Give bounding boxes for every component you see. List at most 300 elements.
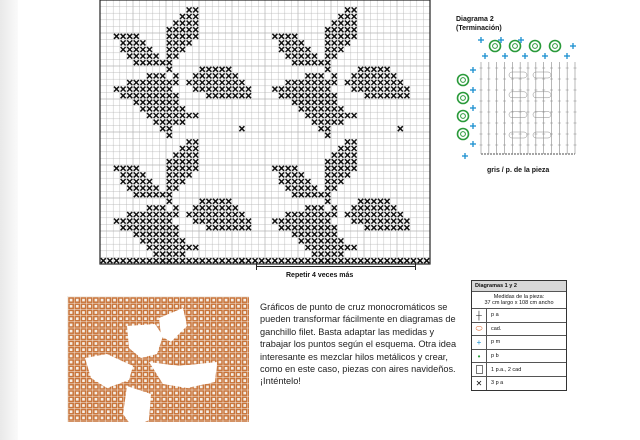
diagram2-termination: [455, 36, 585, 166]
motif-cross: [385, 205, 390, 210]
motif-cross: [378, 73, 383, 78]
motif-cross: [180, 166, 185, 171]
plus-icon: [570, 43, 576, 49]
legend-label: cad.: [491, 325, 502, 332]
legend-row: [472, 336, 566, 350]
motif-cross: [193, 139, 198, 144]
motif-cross: [167, 159, 172, 164]
motif-cross: [220, 205, 225, 210]
motif-cross: [167, 106, 172, 111]
motif-cross: [127, 80, 132, 85]
motif-cross: [213, 80, 218, 85]
motif-cross: [299, 87, 304, 92]
motif-cross: [200, 212, 205, 217]
border-cross: [114, 258, 119, 263]
motif-cross: [371, 73, 376, 78]
motif-cross: [319, 126, 324, 131]
motif-cross: [173, 21, 178, 26]
motif-cross: [292, 100, 297, 105]
motif-cross: [134, 60, 139, 65]
plus-icon: +: [472, 336, 487, 349]
motif-cross: [180, 34, 185, 39]
motif-cross: [378, 80, 383, 85]
motif-cross: [167, 27, 172, 32]
motif-cross: [338, 106, 343, 111]
motif-cross: [226, 205, 231, 210]
picot-icon: [490, 41, 501, 52]
motif-cross: [312, 60, 317, 65]
motif-cross: [325, 238, 330, 243]
motif-cross: [292, 47, 297, 52]
motif-cross: [147, 54, 152, 59]
motif-cross: [206, 73, 211, 78]
motif-cross: [127, 179, 132, 184]
motif-cross: [173, 80, 178, 85]
picot-icon: [550, 41, 561, 52]
motif-cross: [345, 212, 350, 217]
motif-cross: [167, 199, 172, 204]
motif-cross: [187, 27, 192, 32]
motif-cross: [279, 47, 284, 52]
motif-cross: [127, 34, 132, 39]
motif-cross: [325, 87, 330, 92]
motif-cross: [220, 93, 225, 98]
motif-cross: [385, 225, 390, 230]
motif-cross: [147, 186, 152, 191]
motif-cross: [332, 153, 337, 158]
motif-cross: [325, 232, 330, 237]
motif-cross: [338, 40, 343, 45]
motif-cross: [345, 40, 350, 45]
motif-cross: [332, 225, 337, 230]
motif-cross: [365, 80, 370, 85]
repeat-tick-right: [415, 262, 416, 270]
motif-cross: [345, 113, 350, 118]
motif-cross: [180, 27, 185, 32]
motif-cross: [226, 225, 231, 230]
motif-cross: [305, 225, 310, 230]
motif-cross: [398, 87, 403, 92]
motif-cross: [154, 186, 159, 191]
motif-cross: [371, 93, 376, 98]
motif-cross: [338, 146, 343, 151]
motif-cross: [286, 87, 291, 92]
motif-cross: [180, 245, 185, 250]
motif-cross: [365, 73, 370, 78]
motif-cross: [167, 34, 172, 39]
motif-cross: [305, 87, 310, 92]
motif-cross: [332, 252, 337, 257]
motif-cross: [385, 87, 390, 92]
motif-cross: [121, 40, 126, 45]
motif-cross: [305, 113, 310, 118]
motif-cross: [147, 192, 152, 197]
motif-cross: [173, 40, 178, 45]
motif-cross: [286, 80, 291, 85]
motif-cross: [338, 120, 343, 125]
motif-cross: [200, 205, 205, 210]
motif-cross: [332, 21, 337, 26]
motif-cross: [226, 73, 231, 78]
border-cross: [213, 258, 218, 263]
motif-cross: [127, 219, 132, 224]
motif-cross: [167, 67, 172, 72]
border-cross: [418, 258, 423, 263]
motif-cross: [173, 225, 178, 230]
motif-cross: [173, 252, 178, 257]
motif-cross: [312, 219, 317, 224]
motif-cross: [352, 14, 357, 19]
motif-cross: [140, 172, 145, 177]
motif-cross: [345, 245, 350, 250]
motif-cross: [305, 179, 310, 184]
motif-cross: [134, 179, 139, 184]
motif-cross: [193, 219, 198, 224]
border-cross: [101, 258, 106, 263]
motif-cross: [358, 199, 363, 204]
motif-cross: [338, 166, 343, 171]
motif-cross: [226, 93, 231, 98]
motif-cross: [180, 238, 185, 243]
motif-cross: [121, 47, 126, 52]
motif-cross: [173, 245, 178, 250]
motif-cross: [332, 205, 337, 210]
motif-cross: [325, 133, 330, 138]
motif-cross: [206, 225, 211, 230]
stitch-legend: [471, 280, 567, 391]
motif-cross: [358, 219, 363, 224]
motif-cross: [352, 87, 357, 92]
motif-cross: [140, 93, 145, 98]
motif-cross: [365, 199, 370, 204]
motif-cross: [213, 205, 218, 210]
motif-cross: [134, 219, 139, 224]
motif-cross: [226, 67, 231, 72]
border-cross: [154, 258, 159, 263]
motif-cross: [325, 245, 330, 250]
motif-cross: [154, 87, 159, 92]
motif-cross: [160, 212, 165, 217]
motif-cross: [140, 186, 145, 191]
motif-cross: [286, 179, 291, 184]
motif-cross: [299, 60, 304, 65]
motif-cross: [319, 120, 324, 125]
motif-cross: [325, 219, 330, 224]
motif-cross: [312, 87, 317, 92]
motif-cross: [332, 172, 337, 177]
motif-cross: [305, 106, 310, 111]
motif-cross: [338, 27, 343, 32]
motif-cross: [378, 205, 383, 210]
motif-cross: [292, 232, 297, 237]
motif-cross: [338, 179, 343, 184]
motif-cross: [365, 93, 370, 98]
legend-row: [472, 323, 566, 337]
motif-cross: [173, 212, 178, 217]
motif-cross: [134, 80, 139, 85]
motif-cross: [325, 186, 330, 191]
motif-cross: [299, 192, 304, 197]
motif-cross: [206, 93, 211, 98]
motif-cross: [140, 238, 145, 243]
motif-cross: [312, 192, 317, 197]
motif-cross: [173, 179, 178, 184]
legend-measure-value: 37 cm largo x 108 cm ancho: [484, 300, 554, 306]
motif-cross: [206, 212, 211, 217]
motif-cross: [325, 54, 330, 59]
motif-cross: [187, 139, 192, 144]
motif-cross: [193, 7, 198, 12]
motif-cross: [365, 67, 370, 72]
motif-cross: [154, 232, 159, 237]
motif-cross: [398, 225, 403, 230]
motif-cross: [398, 219, 403, 224]
picot-icon: [510, 41, 521, 52]
border-cross: [206, 258, 211, 263]
motif-cross: [391, 219, 396, 224]
motif-cross: [398, 93, 403, 98]
motif-cross: [154, 192, 159, 197]
motif-cross: [193, 166, 198, 171]
dc-icon: ┼: [472, 309, 487, 322]
motif-cross: [279, 179, 284, 184]
motif-cross: [325, 60, 330, 65]
motif-cross: [286, 172, 291, 177]
motif-cross: [378, 93, 383, 98]
motif-cross: [154, 205, 159, 210]
motif-cross: [220, 67, 225, 72]
motif-cross: [319, 252, 324, 257]
motif-cross: [385, 67, 390, 72]
motif-cross: [200, 67, 205, 72]
motif-cross: [147, 87, 152, 92]
motif-cross: [121, 87, 126, 92]
motif-cross: [319, 238, 324, 243]
motif-cross: [180, 106, 185, 111]
motif-cross: [213, 199, 218, 204]
motif-cross: [319, 113, 324, 118]
motif-cross: [325, 113, 330, 118]
motif-cross: [312, 238, 317, 243]
motif-cross: [305, 80, 310, 85]
motif-cross: [365, 205, 370, 210]
motif-cross: [206, 219, 211, 224]
motif-cross: [134, 87, 139, 92]
motif-cross: [286, 166, 291, 171]
motif-cross: [299, 47, 304, 52]
motif-cross: [167, 166, 172, 171]
motif-cross: [338, 153, 343, 158]
picot-icon: [458, 75, 469, 86]
motif-cross: [187, 40, 192, 45]
motif-cross: [312, 100, 317, 105]
motif-cross: [345, 21, 350, 26]
motif-cross: [167, 113, 172, 118]
motif-cross: [147, 80, 152, 85]
motif-cross: [305, 100, 310, 105]
motif-cross: [286, 212, 291, 217]
repeat-line: [256, 266, 416, 267]
motif-cross: [305, 47, 310, 52]
motif-cross: [187, 166, 192, 171]
motif-cross: [332, 113, 337, 118]
motif-cross: [272, 219, 277, 224]
motif-cross: [272, 166, 277, 171]
motif-cross: [173, 113, 178, 118]
motif-cross: [127, 166, 132, 171]
motif-cross: [193, 73, 198, 78]
border-cross: [233, 258, 238, 263]
motif-cross: [200, 73, 205, 78]
legend-label: 1 p.a., 2 cad: [491, 366, 522, 373]
motif-cross: [338, 159, 343, 164]
motif-cross: [358, 212, 363, 217]
motif-cross: [140, 212, 145, 217]
motif-cross: [378, 87, 383, 92]
motif-cross: [160, 219, 165, 224]
motif-cross: [193, 87, 198, 92]
border-cross: [140, 258, 145, 263]
legend-label: 3 p a: [491, 380, 504, 387]
motif-cross: [193, 14, 198, 19]
motif-cross: [404, 225, 409, 230]
legend-rows: [472, 309, 566, 390]
motif-cross: [239, 87, 244, 92]
motif-cross: [292, 60, 297, 65]
motif-cross: [173, 100, 178, 105]
motif-cross: [292, 34, 297, 39]
motif-cross: [154, 93, 159, 98]
motif-cross: [391, 212, 396, 217]
motif-cross: [173, 172, 178, 177]
motif-cross: [121, 166, 126, 171]
motif-cross: [200, 199, 205, 204]
motif-cross: [286, 225, 291, 230]
motif-cross: [121, 219, 126, 224]
motif-cross: [160, 192, 165, 197]
motif-cross: [338, 21, 343, 26]
motif-cross: [305, 186, 310, 191]
motif-cross: [365, 87, 370, 92]
motif-cross: [404, 93, 409, 98]
motif-cross: [147, 47, 152, 52]
motif-cross: [319, 205, 324, 210]
motif-cross: [358, 73, 363, 78]
motif-cross: [292, 186, 297, 191]
motif-cross: [332, 80, 337, 85]
motif-cross: [134, 40, 139, 45]
motif-cross: [292, 87, 297, 92]
motif-cross: [345, 80, 350, 85]
motif-cross: [147, 245, 152, 250]
motif-cross: [325, 106, 330, 111]
motif-cross: [325, 120, 330, 125]
motif-cross: [292, 93, 297, 98]
plus-icon: [470, 105, 476, 111]
motif-cross: [239, 212, 244, 217]
motif-cross: [371, 67, 376, 72]
motif-cross: [154, 73, 159, 78]
motif-cross: [352, 146, 357, 151]
motif-cross: [226, 219, 231, 224]
motif-cross: [325, 179, 330, 184]
motif-cross: [312, 225, 317, 230]
picot-icon: [458, 93, 469, 104]
motif-cross: [233, 93, 238, 98]
border-cross: [246, 258, 251, 263]
motif-cross: [319, 219, 324, 224]
motif-cross: [299, 219, 304, 224]
motif-cross: [338, 252, 343, 257]
motif-cross: [286, 34, 291, 39]
motif-cross: [332, 100, 337, 105]
motif-cross: [206, 87, 211, 92]
plus-icon: [522, 53, 528, 59]
motif-cross: [134, 93, 139, 98]
motif-cross: [286, 93, 291, 98]
motif-cross: [319, 87, 324, 92]
motif-cross: [352, 73, 357, 78]
motif-cross: [154, 54, 159, 59]
motif-cross: [114, 87, 119, 92]
motif-cross: [325, 199, 330, 204]
motif-cross: [167, 133, 172, 138]
motif-cross: [325, 34, 330, 39]
motif-cross: [206, 80, 211, 85]
motif-cross: [154, 245, 159, 250]
motif-cross: [371, 87, 376, 92]
motif-cross: [332, 232, 337, 237]
motif-cross: [305, 205, 310, 210]
motif-cross: [312, 212, 317, 217]
chart-grid: [100, 0, 430, 264]
motif-cross: [352, 153, 357, 158]
motif-cross: [226, 87, 231, 92]
motif-cross: [345, 166, 350, 171]
motif-cross: [167, 54, 172, 59]
motif-cross: [180, 21, 185, 26]
motif-cross: [121, 179, 126, 184]
repeat-label: Repetir 4 veces más: [286, 272, 354, 279]
motif-cross: [167, 192, 172, 197]
motif-cross: [140, 225, 145, 230]
motif-cross: [312, 106, 317, 111]
motif-cross: [332, 120, 337, 125]
motif-cross: [378, 219, 383, 224]
picot-icon: [530, 41, 541, 52]
motif-cross: [167, 245, 172, 250]
motif-cross: [160, 106, 165, 111]
motif-cross: [173, 166, 178, 171]
motif-cross: [154, 120, 159, 125]
plus-icon: [470, 123, 476, 129]
motif-cross: [299, 100, 304, 105]
motif-cross: [193, 153, 198, 158]
motif-cross: [180, 146, 185, 151]
motif-cross: [391, 80, 396, 85]
motif-cross: [325, 252, 330, 257]
motif-cross: [312, 54, 317, 59]
border-cross: [220, 258, 225, 263]
motif-cross: [404, 87, 409, 92]
motif-cross: [173, 73, 178, 78]
motif-cross: [167, 179, 172, 184]
motif-cross: [398, 126, 403, 131]
motif-cross: [312, 120, 317, 125]
motif-cross: [127, 87, 132, 92]
body-text: Gráficos de punto de cruz monocromáticos se pueden transformar fácilmente en diagramas de ganchillo filet. Basta adaptar las medidas y trabajar los puntos según el esquema. Otra idea interesante es mezclar hilos metálicos y crear, como en este caso, piezas con aires navideños. ¡Inténtelo!: [260, 302, 457, 387]
motif-cross: [147, 238, 152, 243]
